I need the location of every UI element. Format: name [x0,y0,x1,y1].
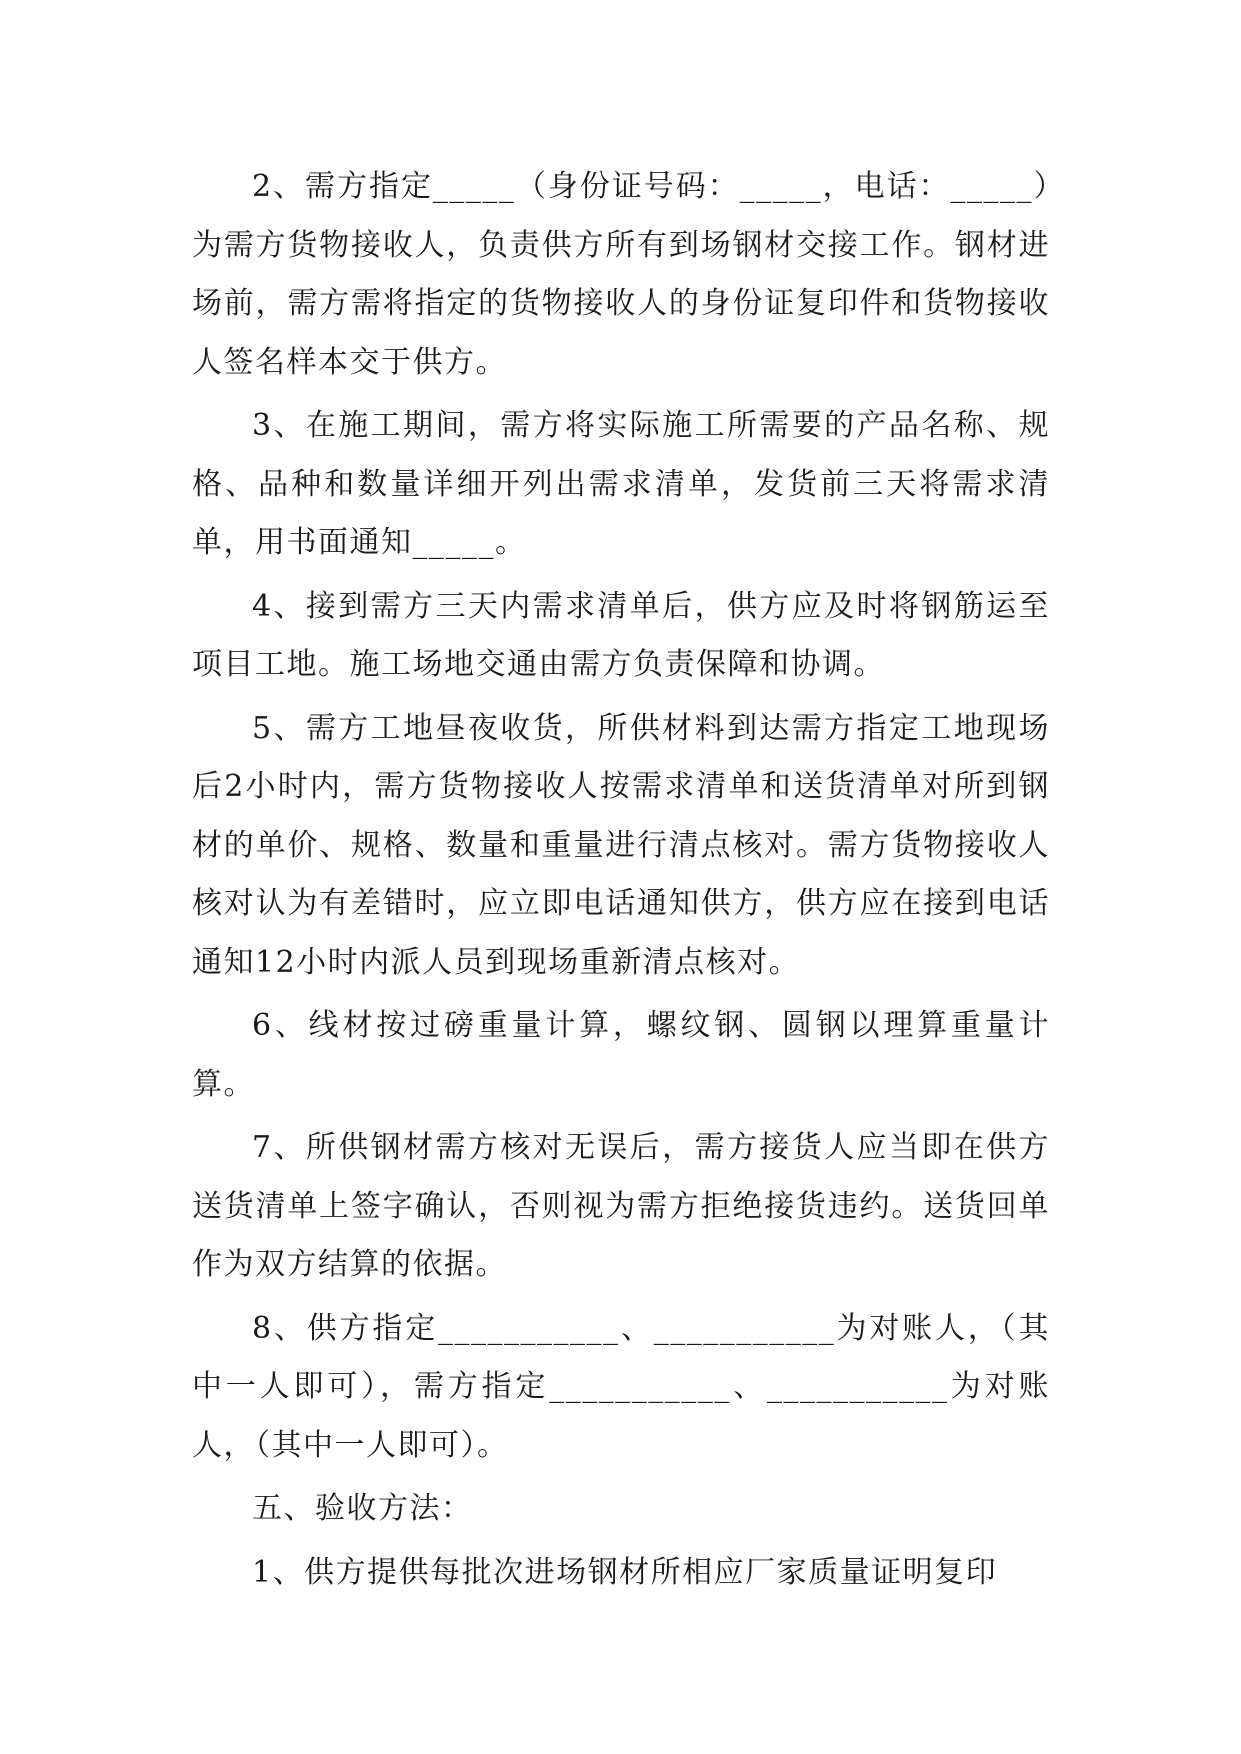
paragraph-delivery-timing: 4、接到需方三天内需求清单后，供方应及时将钢筋运至项目工地。施工场地交通由需方负责保障和协调。 [192,588,1050,682]
paragraph-reconciliation-contacts: 8、供方指定___________、___________为对账人，（其中一人即可），需方指定___________、___________为对账人，（其中一人即可）。 [192,1310,1050,1463]
document-page [192,158,1050,1607]
paragraph-receiver-designation: 2、需方指定_____（身份证号码：_____，电话：_____）为需方货物接收人，负责供方所有到场钢材交接工作。钢材进场前，需方需将指定的货物接收人的身份证复印件和货物接收人签名样本交于供方。 [192,169,1050,380]
paragraph-quality-certificate: 1、供方提供每批次进场钢材所相应厂家质量证明复印 [252,1554,998,1590]
paragraph-demand-list: 3、在施工期间，需方将实际施工所需要的产品名称、规格、品种和数量详细开列出需求清单，发货前三天将需求清单，用书面通知_____。 [192,408,1050,560]
paragraph-receiving-check: 5、需方工地昼夜收货，所供材料到达需方指定工地现场后2小时内，需方货物接收人按需求清单和送货清单对所到钢材的单价、规格、数量和重量进行清点核对。需方货物接收人核对认为有差错时，应立即电话通知供方，供方应在接到电话通知12小时内派人员到现场重新清点核对。 [192,710,1050,980]
paragraph-weight-calculation: 6、线材按过磅重量计算，螺纹钢、圆钢以理算重量计算。 [192,1008,1050,1102]
section-heading-acceptance-method: 五、验收方法： [252,1491,473,1526]
paragraph-sign-confirmation: 7、所供钢材需方核对无误后，需方接货人应当即在供方送货清单上签字确认，否则视为需方拒绝接货违约。送货回单作为双方结算的依据。 [192,1130,1050,1282]
